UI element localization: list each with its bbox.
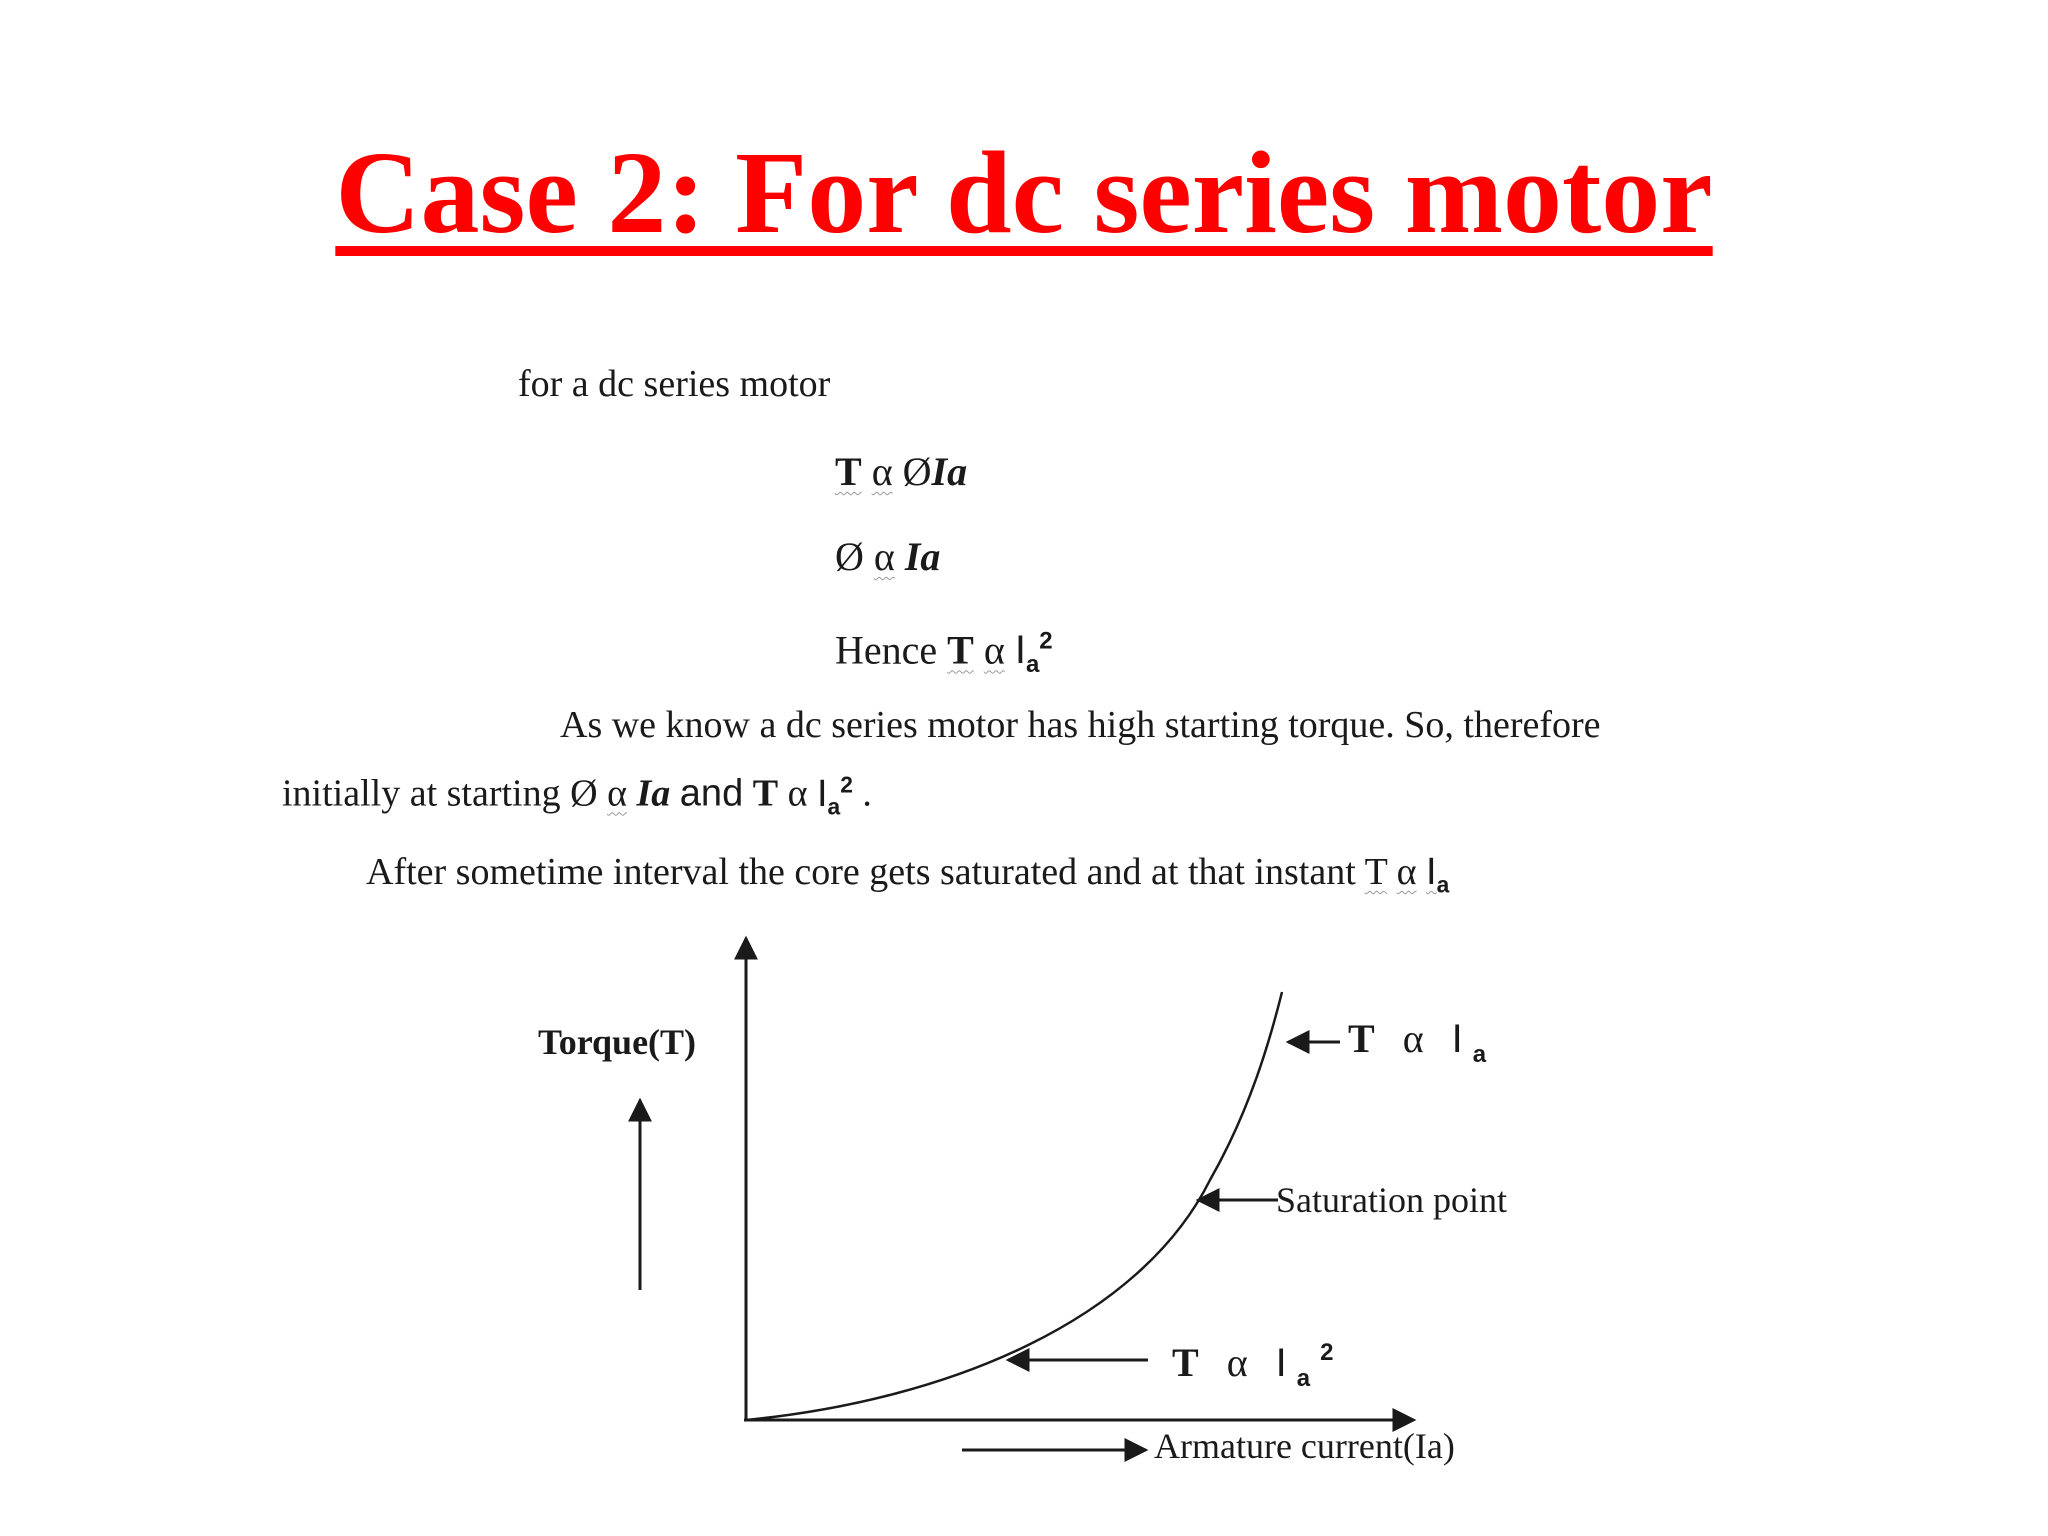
- eq2-ia: Ia: [904, 534, 941, 579]
- p1-alpha2: α: [787, 772, 808, 815]
- annotation-top-I: I: [1451, 1017, 1463, 1061]
- p2-I: I: [1426, 851, 1437, 893]
- p1-sub: a: [827, 793, 841, 820]
- p1-I: I: [816, 772, 828, 815]
- eq1-ia: Ia: [931, 449, 968, 494]
- eq3-prefix: Hence: [835, 627, 938, 673]
- eq1-phi: Ø: [902, 449, 932, 494]
- p1-sup: 2: [840, 771, 853, 797]
- annotation-top: [1348, 1016, 1487, 1068]
- p1-and: and: [679, 772, 744, 815]
- intro-text: for a dc series motor: [518, 363, 831, 405]
- x-axis-label: Armature current(Ia): [1154, 1426, 1455, 1466]
- slide-title-text: Case 2: For dc series motor: [335, 127, 1713, 258]
- p1-phi: Ø: [570, 772, 598, 815]
- y-axis-label: Torque(T): [538, 1022, 697, 1062]
- p1-alpha: α: [607, 772, 627, 815]
- eq3-rhs-sub: a: [1025, 651, 1040, 679]
- eq1-lhs: T: [835, 449, 862, 494]
- p1-prefix: initially at starting: [282, 772, 561, 815]
- annotation-top-sub: a: [1472, 1041, 1487, 1068]
- annotation-saturation: Saturation point: [1276, 1180, 1507, 1220]
- annotation-bottom-sup: 2: [1320, 1339, 1334, 1366]
- eq3-rhs-sup: 2: [1039, 628, 1053, 655]
- annotation-bottom-sub: a: [1296, 1365, 1311, 1392]
- annotation-top-T: T: [1348, 1016, 1375, 1061]
- annotation-bottom-alpha: α: [1226, 1340, 1248, 1385]
- p1-T: T: [752, 772, 779, 815]
- p2-T: T: [1364, 851, 1388, 893]
- eq3-rel: α: [983, 627, 1005, 673]
- p1-end: .: [862, 772, 872, 815]
- annotation-bottom-I: I: [1275, 1341, 1287, 1385]
- p1-ia: Ia: [636, 772, 671, 815]
- p2-sub: a: [1436, 871, 1450, 898]
- eq3-rhs-base: I: [1014, 628, 1026, 673]
- eq3-lhs: T: [947, 627, 974, 673]
- p2-text: After sometime interval the core gets saturated and at that instant: [366, 851, 1356, 893]
- eq2-rel: α: [873, 534, 895, 579]
- eq1-rel: α: [871, 449, 893, 494]
- p2-alpha: α: [1396, 851, 1417, 893]
- annotation-bottom: [1172, 1339, 1334, 1395]
- annotation-top-alpha: α: [1402, 1016, 1424, 1061]
- eq2-lhs: Ø: [835, 534, 864, 579]
- paragraph1-line1-text: As we know a dc series motor has high starting torque. So, therefore: [560, 704, 1601, 746]
- annotation-bottom-T: T: [1172, 1340, 1199, 1385]
